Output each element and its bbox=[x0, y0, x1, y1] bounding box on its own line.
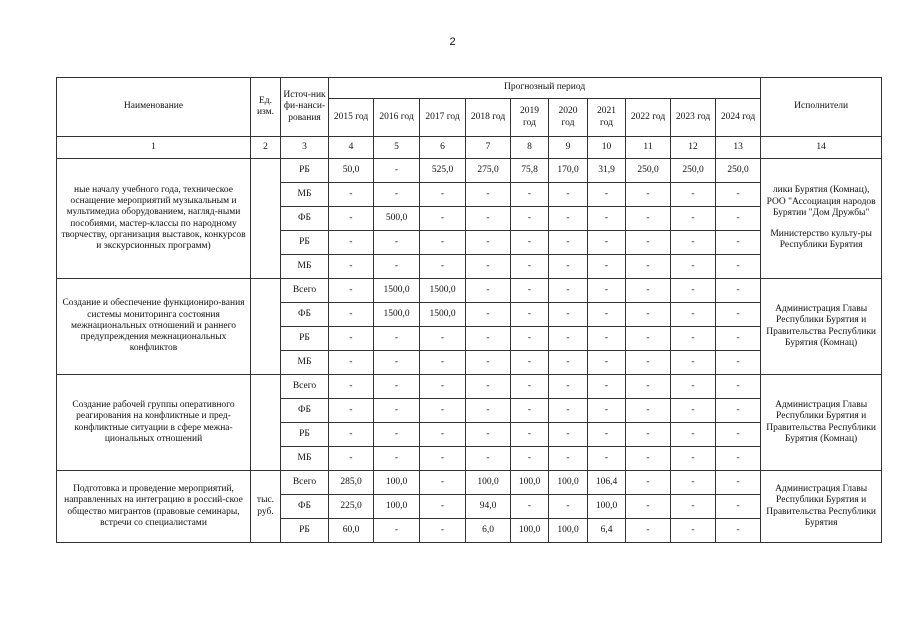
value-cell: - bbox=[420, 207, 466, 231]
value-cell: - bbox=[588, 183, 626, 207]
value-cell: - bbox=[626, 231, 671, 255]
value-cell: 100,0 bbox=[549, 471, 588, 495]
value-cell: - bbox=[671, 183, 716, 207]
value-cell: - bbox=[588, 327, 626, 351]
value-cell: - bbox=[374, 183, 420, 207]
value-cell: 50,0 bbox=[329, 159, 374, 183]
value-cell: 250,0 bbox=[716, 159, 761, 183]
value-cell: - bbox=[549, 423, 588, 447]
value-cell: - bbox=[511, 255, 549, 279]
column-number: 10 bbox=[588, 137, 626, 159]
column-number: 11 bbox=[626, 137, 671, 159]
value-cell: - bbox=[329, 375, 374, 399]
value-cell: - bbox=[329, 399, 374, 423]
executor-text: лики Бурятия (Комнац), РОО "Ассоциация народов Бурятии "Дом Дружбы" bbox=[766, 185, 876, 218]
value-cell: - bbox=[329, 255, 374, 279]
value-cell: - bbox=[671, 399, 716, 423]
value-cell: - bbox=[329, 303, 374, 327]
executors-cell bbox=[761, 279, 882, 375]
funding-source: РБ bbox=[281, 423, 329, 447]
value-cell: 75,8 bbox=[511, 159, 549, 183]
value-cell: - bbox=[511, 183, 549, 207]
table-row bbox=[57, 471, 882, 495]
funding-source: ФБ bbox=[281, 495, 329, 519]
value-cell: - bbox=[466, 231, 511, 255]
value-cell: - bbox=[374, 231, 420, 255]
value-cell: 250,0 bbox=[671, 159, 716, 183]
value-cell: - bbox=[511, 351, 549, 375]
funding-source: РБ bbox=[281, 231, 329, 255]
value-cell: - bbox=[329, 183, 374, 207]
value-cell: - bbox=[374, 399, 420, 423]
value-cell: - bbox=[420, 495, 466, 519]
value-cell: - bbox=[549, 183, 588, 207]
header-source: Источ-ник фи-нанси-рования bbox=[281, 78, 329, 137]
value-cell: - bbox=[716, 207, 761, 231]
executor-text: Министерство культу-ры Республики Бурятия bbox=[770, 229, 872, 251]
value-cell: - bbox=[374, 159, 420, 183]
value-cell: - bbox=[588, 447, 626, 471]
value-cell: - bbox=[626, 447, 671, 471]
unit-cell bbox=[251, 375, 281, 471]
table-row bbox=[57, 159, 882, 183]
value-cell: - bbox=[626, 375, 671, 399]
value-cell: - bbox=[626, 327, 671, 351]
header-name: Наименование bbox=[57, 78, 251, 137]
value-cell: - bbox=[549, 279, 588, 303]
value-cell: - bbox=[549, 303, 588, 327]
value-cell: - bbox=[671, 447, 716, 471]
value-cell: - bbox=[549, 327, 588, 351]
value-cell: - bbox=[626, 279, 671, 303]
value-cell: - bbox=[511, 207, 549, 231]
unit-cell bbox=[251, 159, 281, 279]
value-cell: 6,0 bbox=[466, 519, 511, 543]
value-cell: - bbox=[671, 231, 716, 255]
value-cell: - bbox=[626, 351, 671, 375]
value-cell: - bbox=[626, 255, 671, 279]
value-cell: 100,0 bbox=[511, 471, 549, 495]
column-number: 4 bbox=[329, 137, 374, 159]
value-cell: - bbox=[626, 471, 671, 495]
value-cell: - bbox=[511, 231, 549, 255]
value-cell: - bbox=[588, 207, 626, 231]
value-cell: 60,0 bbox=[329, 519, 374, 543]
column-number: 5 bbox=[374, 137, 420, 159]
value-cell: - bbox=[420, 423, 466, 447]
page-number: 2 bbox=[449, 36, 456, 48]
value-cell: - bbox=[466, 279, 511, 303]
executors-cell bbox=[761, 375, 882, 471]
value-cell: - bbox=[420, 375, 466, 399]
value-cell: 6,4 bbox=[588, 519, 626, 543]
value-cell: - bbox=[374, 327, 420, 351]
value-cell: - bbox=[716, 375, 761, 399]
value-cell: - bbox=[420, 255, 466, 279]
value-cell: - bbox=[716, 279, 761, 303]
value-cell: 94,0 bbox=[466, 495, 511, 519]
value-cell: - bbox=[671, 255, 716, 279]
value-cell: - bbox=[671, 375, 716, 399]
value-cell: - bbox=[329, 327, 374, 351]
funding-source: Всего bbox=[281, 471, 329, 495]
value-cell: 170,0 bbox=[549, 159, 588, 183]
value-cell: 1500,0 bbox=[374, 303, 420, 327]
value-cell: - bbox=[626, 303, 671, 327]
value-cell: - bbox=[588, 399, 626, 423]
column-number: 8 bbox=[511, 137, 549, 159]
value-cell: 106,4 bbox=[588, 471, 626, 495]
value-cell: - bbox=[511, 327, 549, 351]
header-executors: Исполнители bbox=[761, 78, 882, 137]
value-cell: - bbox=[716, 423, 761, 447]
value-cell: 1500,0 bbox=[374, 279, 420, 303]
value-cell: - bbox=[549, 495, 588, 519]
column-number: 13 bbox=[716, 137, 761, 159]
value-cell: - bbox=[588, 375, 626, 399]
value-cell: - bbox=[716, 303, 761, 327]
value-cell: - bbox=[671, 471, 716, 495]
activity-name: Создание и обеспечение функциониро-вания системы мониторинга состояния межнациональных отношений и раннего предупреждения межнациональных конфликтов bbox=[57, 279, 251, 375]
table-row bbox=[57, 279, 882, 303]
value-cell: - bbox=[716, 447, 761, 471]
funding-source: ФБ bbox=[281, 399, 329, 423]
funding-source: ФБ bbox=[281, 303, 329, 327]
value-cell: - bbox=[329, 351, 374, 375]
funding-source: МБ bbox=[281, 447, 329, 471]
value-cell: - bbox=[549, 351, 588, 375]
header-year: 2024 год bbox=[716, 99, 761, 137]
value-cell: - bbox=[466, 303, 511, 327]
value-cell: - bbox=[511, 447, 549, 471]
funding-source: ФБ bbox=[281, 207, 329, 231]
column-number: 9 bbox=[549, 137, 588, 159]
value-cell: - bbox=[466, 327, 511, 351]
value-cell: - bbox=[626, 183, 671, 207]
value-cell: - bbox=[716, 327, 761, 351]
value-cell: - bbox=[549, 375, 588, 399]
funding-source: МБ bbox=[281, 183, 329, 207]
value-cell: - bbox=[716, 519, 761, 543]
value-cell: - bbox=[466, 351, 511, 375]
column-number: 12 bbox=[671, 137, 716, 159]
executor-text: Администрация Главы Республики Бурятия и Правительства Республики Бурятия (Комнац) bbox=[766, 400, 877, 444]
financing-table bbox=[56, 77, 882, 543]
value-cell: - bbox=[549, 231, 588, 255]
value-cell: - bbox=[374, 351, 420, 375]
header-year: 2016 год bbox=[374, 99, 420, 137]
header-year: 2023 год bbox=[671, 99, 716, 137]
funding-source: РБ bbox=[281, 327, 329, 351]
value-cell: - bbox=[671, 423, 716, 447]
value-cell: 100,0 bbox=[374, 495, 420, 519]
value-cell: - bbox=[671, 279, 716, 303]
value-cell: - bbox=[329, 447, 374, 471]
value-cell: - bbox=[466, 423, 511, 447]
value-cell: 100,0 bbox=[374, 471, 420, 495]
value-cell: - bbox=[329, 279, 374, 303]
value-cell: - bbox=[716, 399, 761, 423]
value-cell: - bbox=[626, 495, 671, 519]
value-cell: - bbox=[588, 303, 626, 327]
value-cell: - bbox=[716, 183, 761, 207]
value-cell: - bbox=[626, 423, 671, 447]
value-cell: - bbox=[511, 375, 549, 399]
value-cell: 1500,0 bbox=[420, 279, 466, 303]
header-year: 2015 год bbox=[329, 99, 374, 137]
header-year: 2017 год bbox=[420, 99, 466, 137]
value-cell: - bbox=[420, 183, 466, 207]
value-cell: - bbox=[466, 207, 511, 231]
value-cell: 100,0 bbox=[549, 519, 588, 543]
value-cell: 250,0 bbox=[626, 159, 671, 183]
value-cell: - bbox=[549, 207, 588, 231]
value-cell: 100,0 bbox=[511, 519, 549, 543]
value-cell: - bbox=[511, 303, 549, 327]
funding-source: Всего bbox=[281, 279, 329, 303]
value-cell: - bbox=[671, 519, 716, 543]
value-cell: - bbox=[374, 519, 420, 543]
value-cell: - bbox=[549, 255, 588, 279]
header-unit: Ед. изм. bbox=[251, 78, 281, 137]
table-row bbox=[57, 375, 882, 399]
funding-source: МБ bbox=[281, 351, 329, 375]
value-cell: - bbox=[420, 471, 466, 495]
value-cell: - bbox=[329, 207, 374, 231]
value-cell: - bbox=[671, 495, 716, 519]
executors-cell bbox=[761, 159, 882, 279]
executors-cell bbox=[761, 471, 882, 543]
value-cell: - bbox=[549, 399, 588, 423]
value-cell: - bbox=[466, 447, 511, 471]
value-cell: - bbox=[511, 399, 549, 423]
value-cell: - bbox=[671, 327, 716, 351]
value-cell: 100,0 bbox=[588, 495, 626, 519]
value-cell: - bbox=[671, 207, 716, 231]
value-cell: - bbox=[420, 231, 466, 255]
value-cell: - bbox=[626, 399, 671, 423]
value-cell: - bbox=[588, 423, 626, 447]
value-cell: - bbox=[329, 231, 374, 255]
value-cell: - bbox=[466, 183, 511, 207]
value-cell: - bbox=[420, 519, 466, 543]
activity-name: Подготовка и проведение мероприятий, направленных на интеграцию в россий-ское общество мигрантов (правовые семинары, встречи со специалистами bbox=[57, 471, 251, 543]
value-cell: - bbox=[588, 255, 626, 279]
value-cell: - bbox=[671, 351, 716, 375]
value-cell: 275,0 bbox=[466, 159, 511, 183]
value-cell: 225,0 bbox=[329, 495, 374, 519]
column-number: 6 bbox=[420, 137, 466, 159]
header-period: Прогнозный период bbox=[329, 78, 761, 99]
value-cell: - bbox=[716, 351, 761, 375]
value-cell: - bbox=[511, 279, 549, 303]
value-cell: - bbox=[671, 303, 716, 327]
header-year: 2020 год bbox=[549, 99, 588, 137]
value-cell: - bbox=[626, 207, 671, 231]
executor-text: Администрация Главы Республики Бурятия и Правительства Республики Бурятия (Комнац) bbox=[766, 304, 877, 348]
value-cell: - bbox=[588, 351, 626, 375]
header-year: 2018 год bbox=[466, 99, 511, 137]
value-cell: - bbox=[374, 375, 420, 399]
value-cell: - bbox=[511, 423, 549, 447]
activity-name: ные началу учебного года, техническое оснащение мероприятий музыкальным и мультимедиа оборудованием, нагляд-ными пособиями, мастер-классы по народному творчеству, организация выставок, конкурсов и экскурсионных программ) bbox=[57, 159, 251, 279]
column-number: 14 bbox=[761, 137, 882, 159]
value-cell: 525,0 bbox=[420, 159, 466, 183]
value-cell: - bbox=[716, 231, 761, 255]
value-cell: - bbox=[420, 399, 466, 423]
value-cell: 500,0 bbox=[374, 207, 420, 231]
column-number: 3 bbox=[281, 137, 329, 159]
value-cell: 100,0 bbox=[466, 471, 511, 495]
value-cell: - bbox=[329, 423, 374, 447]
value-cell: - bbox=[716, 495, 761, 519]
value-cell: - bbox=[420, 351, 466, 375]
value-cell: - bbox=[374, 447, 420, 471]
column-number: 1 bbox=[57, 137, 251, 159]
value-cell: 31,9 bbox=[588, 159, 626, 183]
header-year: 2019 год bbox=[511, 99, 549, 137]
value-cell: 285,0 bbox=[329, 471, 374, 495]
value-cell: - bbox=[374, 423, 420, 447]
value-cell: - bbox=[588, 279, 626, 303]
value-cell: - bbox=[549, 447, 588, 471]
unit-cell bbox=[251, 279, 281, 375]
header-year: 2022 год bbox=[626, 99, 671, 137]
value-cell: - bbox=[420, 447, 466, 471]
unit-cell: тыс. руб. bbox=[251, 471, 281, 543]
value-cell: - bbox=[374, 255, 420, 279]
funding-source: РБ bbox=[281, 519, 329, 543]
value-cell: - bbox=[466, 399, 511, 423]
executor-text: Администрация Главы Республики Бурятия и Правительства Республики Бурятия bbox=[766, 484, 877, 528]
value-cell: - bbox=[511, 495, 549, 519]
funding-source: МБ bbox=[281, 255, 329, 279]
value-cell: - bbox=[716, 255, 761, 279]
value-cell: - bbox=[716, 471, 761, 495]
value-cell: - bbox=[466, 255, 511, 279]
activity-name: Создание рабочей группы оперативного реагирования на конфликтные и пред-конфликтные ситуации в сфере межна-циональных отношений bbox=[57, 375, 251, 471]
value-cell: 1500,0 bbox=[420, 303, 466, 327]
value-cell: - bbox=[626, 519, 671, 543]
value-cell: - bbox=[588, 231, 626, 255]
header-year: 2021 год bbox=[588, 99, 626, 137]
value-cell: - bbox=[466, 375, 511, 399]
value-cell: - bbox=[420, 327, 466, 351]
funding-source: Всего bbox=[281, 375, 329, 399]
column-number: 7 bbox=[466, 137, 511, 159]
funding-source: РБ bbox=[281, 159, 329, 183]
column-number: 2 bbox=[251, 137, 281, 159]
